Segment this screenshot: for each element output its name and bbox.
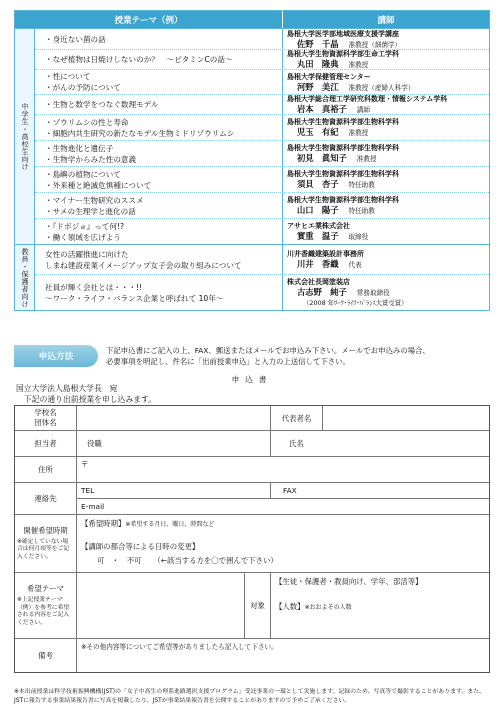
- topic-section: [15, 244, 489, 310]
- lecturer-name: 古志野 純子: [297, 287, 347, 297]
- form-addressee: 国立大学法人島根大学長 宛 下記の通り出前授業を申し込みます。: [16, 384, 156, 404]
- table-row: [35, 274, 489, 310]
- lecturer-name: 児玉 有紀: [297, 127, 339, 137]
- topic-text: ・がんの予防について: [45, 83, 121, 92]
- table-row: [35, 218, 489, 244]
- lecturer-cell: [283, 115, 489, 140]
- table-row: [35, 69, 489, 94]
- lecturer-name: 岩本 真裕子: [297, 104, 347, 114]
- topic-text: ・外来種と絶滅危惧種について: [45, 180, 152, 190]
- lecturer-org: 島根大学総合理工学研究科数理・情報システム学科: [287, 95, 448, 103]
- target-label: 対象: [245, 573, 271, 638]
- fax-field[interactable]: FAX: [283, 486, 297, 496]
- remarks-field[interactable]: ※その他内容等についてご希望等がありましたら記入して下さい。: [81, 643, 278, 651]
- form-row-school: [15, 406, 489, 430]
- lecturer-cell: [283, 70, 489, 94]
- table-row: [35, 49, 489, 69]
- theme-column-header: 授業テーマ（例）: [15, 11, 283, 28]
- topic-text: ・生物学からみた性の意義: [45, 154, 137, 164]
- table-row: [35, 29, 489, 49]
- lecturer-name: 河野 美江: [297, 81, 339, 92]
- theme-field[interactable]: [77, 573, 245, 638]
- topic-text: ・身近ない菌の話: [45, 34, 106, 44]
- lecturer-position: 代表: [348, 261, 362, 269]
- lecturer-cell: [283, 141, 489, 166]
- topic-text: ・ゾウリムシの性と寿命: [45, 117, 129, 127]
- lecturer-name: 山口 陽子: [297, 205, 339, 215]
- topic-text: ・『ドボジョ』って何!?: [45, 221, 125, 231]
- topic-section: [15, 28, 489, 244]
- address-field[interactable]: 〒: [81, 460, 89, 469]
- lecturer-position: 准教授: [348, 129, 369, 137]
- topic-cell: [35, 167, 283, 192]
- topic-cell: [35, 141, 283, 166]
- lecturer-name: 初見 眞知子: [297, 153, 347, 163]
- rep-label: 代表者名: [271, 406, 323, 430]
- lecturer-position: 講師: [356, 106, 370, 114]
- lecturer-org: 島根大学保健管理センター: [287, 72, 371, 81]
- rep-name-field[interactable]: [323, 406, 489, 430]
- lecturer-org: 川井香織建築設計事務所: [287, 250, 364, 258]
- lecturer-cell: [283, 167, 489, 192]
- school-name-field[interactable]: [77, 406, 271, 430]
- contact-label: 連絡先: [15, 483, 77, 514]
- table-row: [35, 94, 489, 114]
- table-row: [35, 140, 489, 166]
- topic-text: 女性の活躍推進に向けた: [45, 249, 129, 259]
- topic-text: ・性について: [45, 72, 91, 81]
- topic-cell: [35, 275, 283, 310]
- topic-cell: [35, 70, 283, 94]
- target-field[interactable]: 【生徒・保護者・教員向け、学年、部活等】 【人数】※おおよその人数: [275, 577, 423, 611]
- tel-field[interactable]: TEL: [77, 483, 271, 498]
- lecturer-position: 准教授（細菌学）: [348, 40, 402, 49]
- application-method-text: 下記申込書にご記入の上、FAX、郵送またはメールでお申込み下さい。メールでお申込みの場合、 必要事項を明記し、件名に「出前授業申込」と入力の上送信して下さい。: [106, 346, 430, 366]
- lecturer-position: 常務取締役: [356, 289, 390, 297]
- lecturer-org: 株式会社長岡塗装店: [287, 278, 350, 286]
- lecturer-org: 島根大学医学部地域医療支援学講座: [287, 29, 399, 38]
- table-row: [35, 192, 489, 218]
- date-field[interactable]: 【希望時期】※希望する月日、曜日、時間など 【講師の都合等による日時の変更】 可 ・ 不可 （←該当する方を〇で囲んで下さい）: [81, 519, 278, 565]
- footnote: ※本出前授業は科学技術振興機構(JST)の「女子中高生の理系進路選択支援プログラム」受託事業の一環として実施します。記録のため、写真等で撮影することがあります。また、JSTに報告する事業結果報告書に写真を掲載したり、JSTが事業結果報告書を公開することがありますので予めご了承ください。: [14, 689, 485, 704]
- lecturer-position: 特任助教: [348, 207, 375, 215]
- lecturer-name: 丸田 隆典: [297, 59, 339, 69]
- lecturer-note: （2008 年ﾜｰｸ･ﾗｲﾌ･ﾊﾞﾗﾝｽ大賞受賞）: [303, 299, 408, 307]
- table-row: [35, 166, 489, 192]
- topic-text: ・生物と数学をつなぐ数理モデル: [45, 100, 159, 109]
- topic-text: しまね建設産業イメージアップ女子会の取り組みについて: [45, 260, 242, 270]
- topic-text: ・働く領域を広げよう: [45, 232, 121, 242]
- form-row-contact: [15, 482, 489, 514]
- topic-cell: [35, 50, 283, 69]
- lecturer-org: 島根大学生物資源科学部生物科学科: [287, 144, 399, 152]
- application-form: [14, 405, 490, 673]
- role-field[interactable]: 役職: [77, 431, 271, 456]
- lecturer-org: 島根大学生物資源科学部生物科学科: [287, 170, 399, 178]
- table-row: [35, 245, 489, 274]
- date-label: 開催希望時期 ※確定していない場合は何月頃等をご記入ください。: [15, 515, 77, 572]
- topic-cell: [35, 115, 283, 140]
- form-row-remarks: [15, 638, 489, 672]
- address-label: 住所: [15, 457, 77, 482]
- form-title: 申込書: [231, 375, 273, 384]
- school-label: 学校名 団体名: [15, 406, 77, 430]
- section-label: 中学生・高校生向け: [15, 29, 35, 244]
- application-method-banner: [14, 342, 490, 370]
- lecturer-cell: [283, 50, 489, 69]
- topic-text: ・マイナー生物研究のススメ: [45, 195, 144, 205]
- theme-label: 希望テーマ ※上記授業テーマ（例）を参考に希望される内容をご記入ください。: [15, 573, 77, 638]
- topic-cell: [35, 245, 283, 274]
- lecturer-position: 准教授: [356, 155, 377, 163]
- lecturer-position: 准教授（産婦人科学）: [348, 83, 415, 92]
- topic-text: ・サメの生理学と進化の話: [45, 206, 136, 216]
- lecturer-position: 取締役: [348, 233, 369, 241]
- lecturer-name: 佐野 千晶: [297, 38, 339, 49]
- topic-text: ・なぜ植物は日焼けしないのか？ ～ビタミンCの話～: [45, 55, 233, 64]
- lecturer-org: アサヒエ業株式会社: [287, 222, 350, 230]
- table-row: [35, 114, 489, 140]
- lecturer-name: 川井 香織: [297, 259, 339, 269]
- topic-text: ・生物進化と遺伝子: [45, 143, 114, 153]
- topic-cell: [35, 29, 283, 49]
- possible-choice[interactable]: 可 ・ 不可: [97, 556, 142, 565]
- topic-cell: [35, 219, 283, 244]
- lecturer-cell: [283, 95, 489, 114]
- lecturer-org: 島根大学生物資源科学部生命工学科: [287, 50, 399, 58]
- topic-cell: [35, 95, 283, 114]
- form-row-address: [15, 456, 489, 482]
- topic-text: ・細胞内共生研究の新たなモデル生物ミドリゾウリムシ: [45, 128, 235, 138]
- lecturer-cell: [283, 219, 489, 244]
- topic-text: ～ワーク・ライフ・バランス企業と呼ばれて 10年～: [45, 293, 224, 303]
- table-header: [15, 11, 489, 28]
- lecturer-cell: [283, 29, 489, 49]
- topic-cell: [35, 193, 283, 218]
- lecturer-org: 島根大学生物資源科学部生物科学科: [287, 118, 399, 126]
- application-method-label: 申込方法: [14, 345, 98, 367]
- email-field[interactable]: E-mail: [77, 498, 489, 514]
- form-row-date: [15, 514, 489, 572]
- lecturer-cell: [283, 275, 489, 310]
- person-name-field[interactable]: 氏名: [289, 439, 304, 448]
- lecturer-position: 准教授: [348, 61, 369, 69]
- section-label: 教員・保護者向け: [15, 245, 35, 310]
- lecturer-column-header: 講師: [377, 15, 395, 26]
- lecturer-cell: [283, 193, 489, 218]
- lecturer-position: 特任助教: [348, 181, 375, 189]
- lecturer-org: 島根大学生物資源科学部生物科学科: [287, 196, 399, 204]
- lecturer-cell: [283, 245, 489, 274]
- lecturer-name: 實重 温子: [297, 231, 339, 241]
- topic-text: 社員が輝く会社とは・・・!!: [45, 282, 143, 292]
- person-label: 担当者: [15, 431, 77, 456]
- topic-text: ・島嶼の植物について: [45, 169, 121, 179]
- form-row-theme: [15, 572, 489, 638]
- form-row-person: [15, 430, 489, 456]
- remarks-label: 備考: [15, 639, 77, 672]
- lecturer-name: 須貝 杏子: [297, 179, 339, 189]
- lecture-topics-table: [14, 10, 490, 311]
